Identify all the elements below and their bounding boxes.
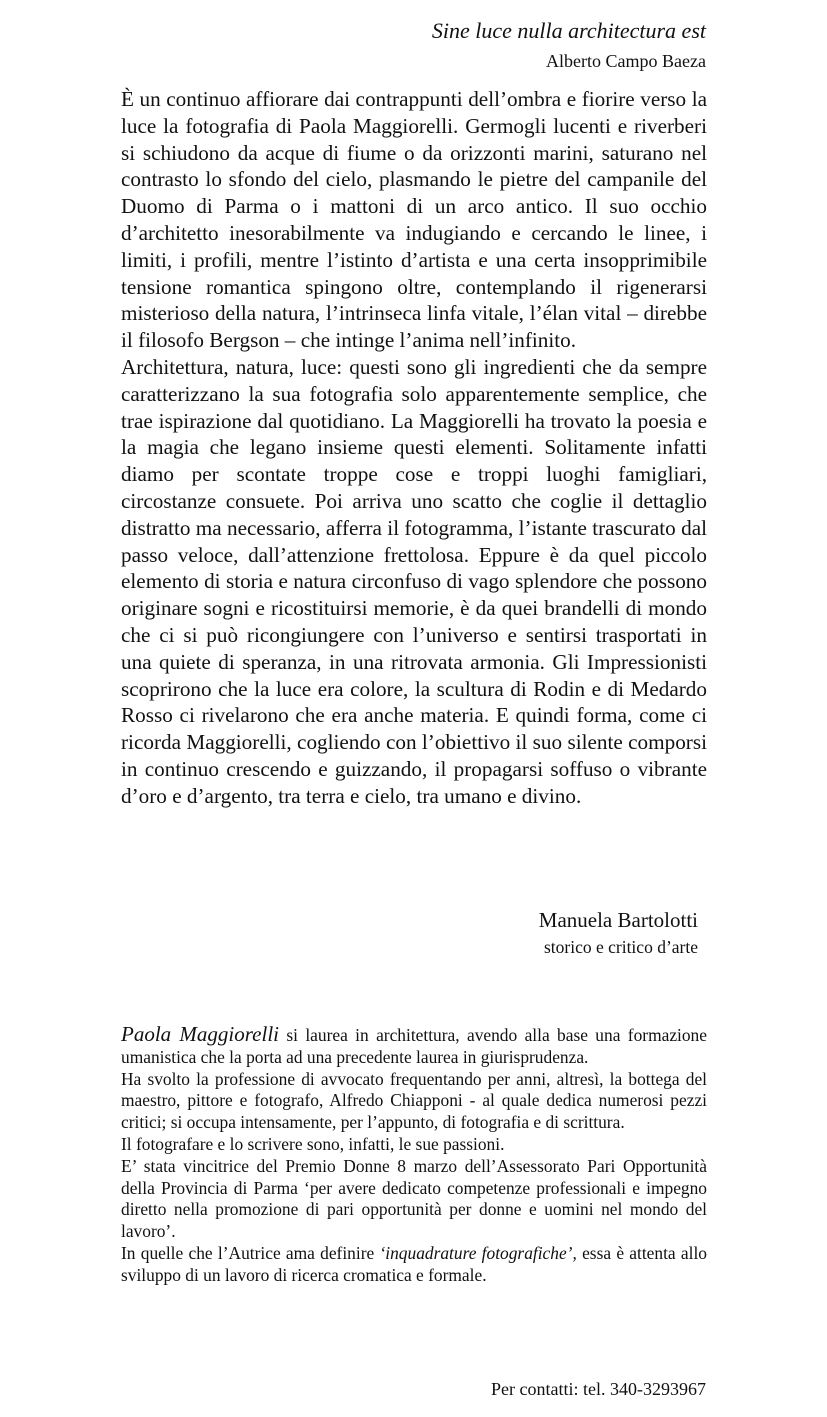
epigraph xyxy=(432,16,706,74)
signature-role: storico e critico d’arte xyxy=(543,937,698,957)
essay-paragraph: È un continuo affiorare dai contrappunti dell’ombra e fiorire verso la luce la fotografia di Paola Maggiorelli. Germogli lucenti e riverberi si schiudono da acque di fiume o da orizzonti marini, saturano nel contrasto lo sfondo del cielo, plasmando le pietre del campanile del Duomo di Parma o i mattoni di un arco antico. Il suo occhio d’architetto inesorabilmente va indugiando e cercando le linee, i limiti, i profili, mentre l’istinto d’artista e una certa insopprimibile tensione romantica spingono oltre, contemplando il rigenerarsi misterioso della natura, l’intrinseca linfa vitale, l’élan vital – direbbe il filosofo Bergson – che intinge l’anima nell’infinito. xyxy=(121,87,707,353)
epigraph-quote: Sine luce nulla architectura est xyxy=(431,18,706,43)
bio-paragraph: Il fotografare e lo scrivere sono, infatti, le sue passioni. xyxy=(121,1133,505,1154)
essay-body xyxy=(121,86,707,810)
bio-emphasis: ‘inquadrature fotografiche’, xyxy=(379,1242,577,1263)
epigraph-author: Alberto Campo Baeza xyxy=(546,51,706,71)
author-bio xyxy=(121,1024,707,1287)
bio-text: essa è attenta allo sviluppo di un lavoro di ricerca cromatica e formale. xyxy=(121,1242,707,1285)
signature-name: Manuela Bartolotti xyxy=(538,908,698,932)
bio-paragraph: E’ stata vincitrice del Premio Donne 8 marzo dell’Assessorato Pari Opportunità della Provincia di Parma ‘per avere dedicato competenze professionali e impegno diretto nella promozione di pari opportunità per donne e uomini nel mondo del lavoro’. xyxy=(121,1155,707,1242)
bio-paragraph: Ha svolto la professione di avvocato frequentando per anni, altresì, la bottega del maestro, pittore e fotografo, Alfredo Chiapponi - al quale dedica numerosi pezzi critici; si occupa intensamente, per l’appunto, di fotografia e di scrittura. xyxy=(121,1068,707,1133)
bio-text: In quelle che l’Autrice ama definire xyxy=(121,1242,380,1263)
bio-text: si laurea in architettura, avendo alla base una formazione umanistica che la porta ad una precedente laurea in giurisprudenza. xyxy=(121,1025,707,1067)
bio-author-name: Paola Maggiorelli xyxy=(121,1022,279,1046)
contact-line: Per contatti: tel. 340-3293967 xyxy=(491,1379,706,1399)
essay-paragraph: Architettura, natura, luce: questi sono gli ingredienti che da sempre caratterizzano la sua fotografia solo apparentemente semplice, che trae ispirazione dal quotidiano. La Maggiorelli ha trovato la poesia e la magia che legano insieme questi elementi. Solitamente infatti diamo per scontate troppe cose e troppi luoghi famigliari, circostanze consuete. Poi arriva uno scatto che coglie il dettaglio distratto ma necessario, afferra il fotogramma, l’istante trascurato dal passo veloce, dall’attenzione frettolosa. Eppure è da quel piccolo elemento di storia e natura circonfuso di vago splendore che possono originare sogni e ricostituirsi memorie, è da quei brandelli di mondo che ci si può ricongiungere con l’universo e sentirsi trasportati in una quiete di speranza, in una ritrovata armonia. Gli Impressionisti scoprirono che la luce era colore, la scultura di Rodin e di Medardo Rosso ci rivelarono che era anche materia. E quindi forma, come ci ricorda Maggiorelli, cogliendo con l’obiettivo il suo silente comporsi in continuo crescendo e guizzando, il propagarsi soffuso o vibrante d’oro e d’argento, tra terra e cielo, tra umano e divino. xyxy=(121,354,707,808)
bio-paragraph xyxy=(121,1024,707,1069)
bio-paragraph xyxy=(121,1243,707,1287)
essay-signature xyxy=(539,906,702,960)
